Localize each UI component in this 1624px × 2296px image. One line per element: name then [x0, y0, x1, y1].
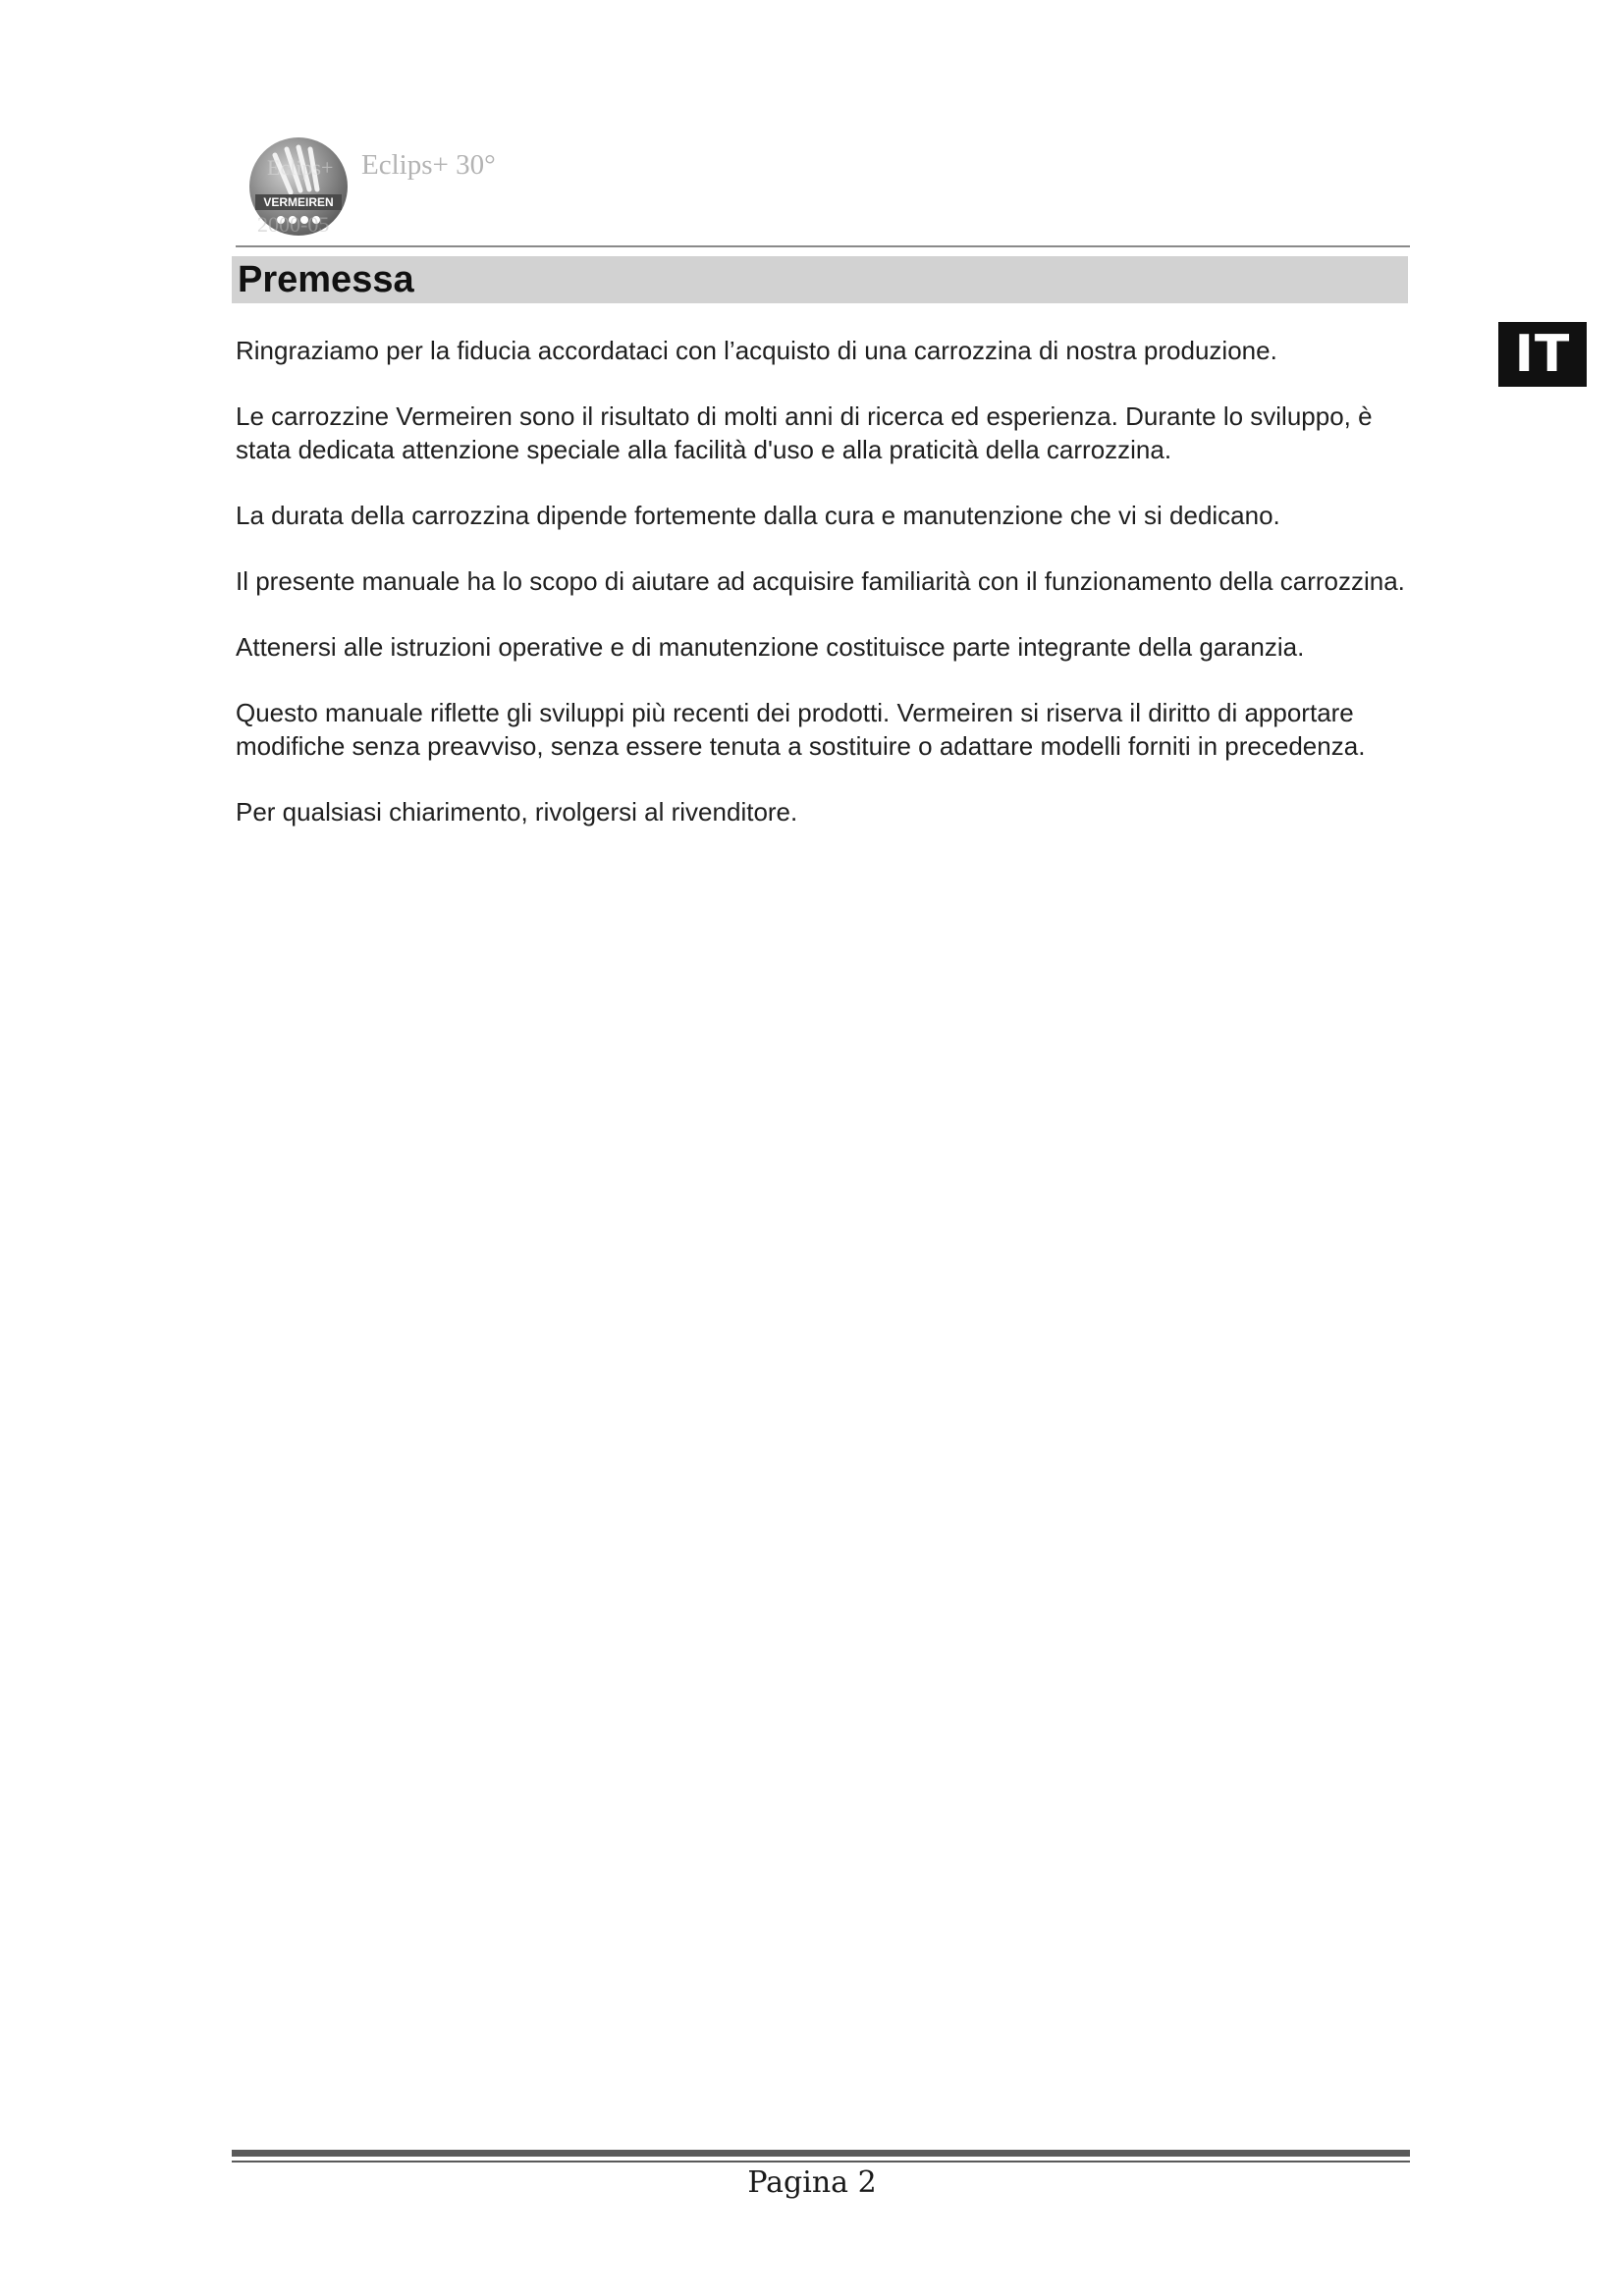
- logo-overlay-year: 2000-05: [257, 212, 330, 237]
- vermeiren-logo: [247, 135, 350, 238]
- section-title-bar: [232, 256, 1408, 303]
- vermeiren-logo-icon: [247, 135, 350, 238]
- section-title: Premessa: [238, 259, 414, 300]
- paragraph: Il presente manuale ha lo scopo di aiutare ad acquisire familiarità con il funzionamento della carrozzina.: [236, 566, 1405, 596]
- logo-overlay-text: Eclips+: [267, 155, 334, 180]
- body-text: [236, 334, 1414, 861]
- page-header: [236, 126, 1410, 247]
- footer-divider-thin: [232, 2161, 1410, 2163]
- language-badge: IT: [1498, 322, 1587, 387]
- paragraph: Per qualsiasi chiarimento, rivolgersi al rivenditore.: [236, 797, 798, 827]
- paragraph: Questo manuale riflette gli sviluppi più recenti dei prodotti. Vermeiren si riserva il diritto di apportare modifiche senza preavviso, senza essere tenuta a sostituire o adattare modelli forniti in precedenza.: [236, 698, 1366, 761]
- model-name: Eclips+ 30°: [361, 149, 496, 181]
- paragraph: Ringraziamo per la fiducia accordataci con l’acquisto di una carrozzina di nostra produzione.: [236, 336, 1277, 365]
- footer-divider-thick: [232, 2150, 1410, 2157]
- paragraph: Le carrozzine Vermeiren sono il risultato di molti anni di ricerca ed esperienza. Durante lo sviluppo, è stata dedicata attenzione speciale alla facilità d'uso e alla praticità della carrozzina.: [236, 401, 1373, 464]
- paragraph: La durata della carrozzina dipende fortemente dalla cura e manutenzione che vi si dedicano.: [236, 501, 1280, 530]
- paragraph: Attenersi alle istruzioni operative e di manutenzione costituisce parte integrante della garanzia.: [236, 632, 1305, 662]
- page-number: Pagina 2: [747, 2165, 877, 2200]
- header-divider: [236, 245, 1410, 247]
- logo-wordmark: VERMEIREN: [263, 195, 334, 209]
